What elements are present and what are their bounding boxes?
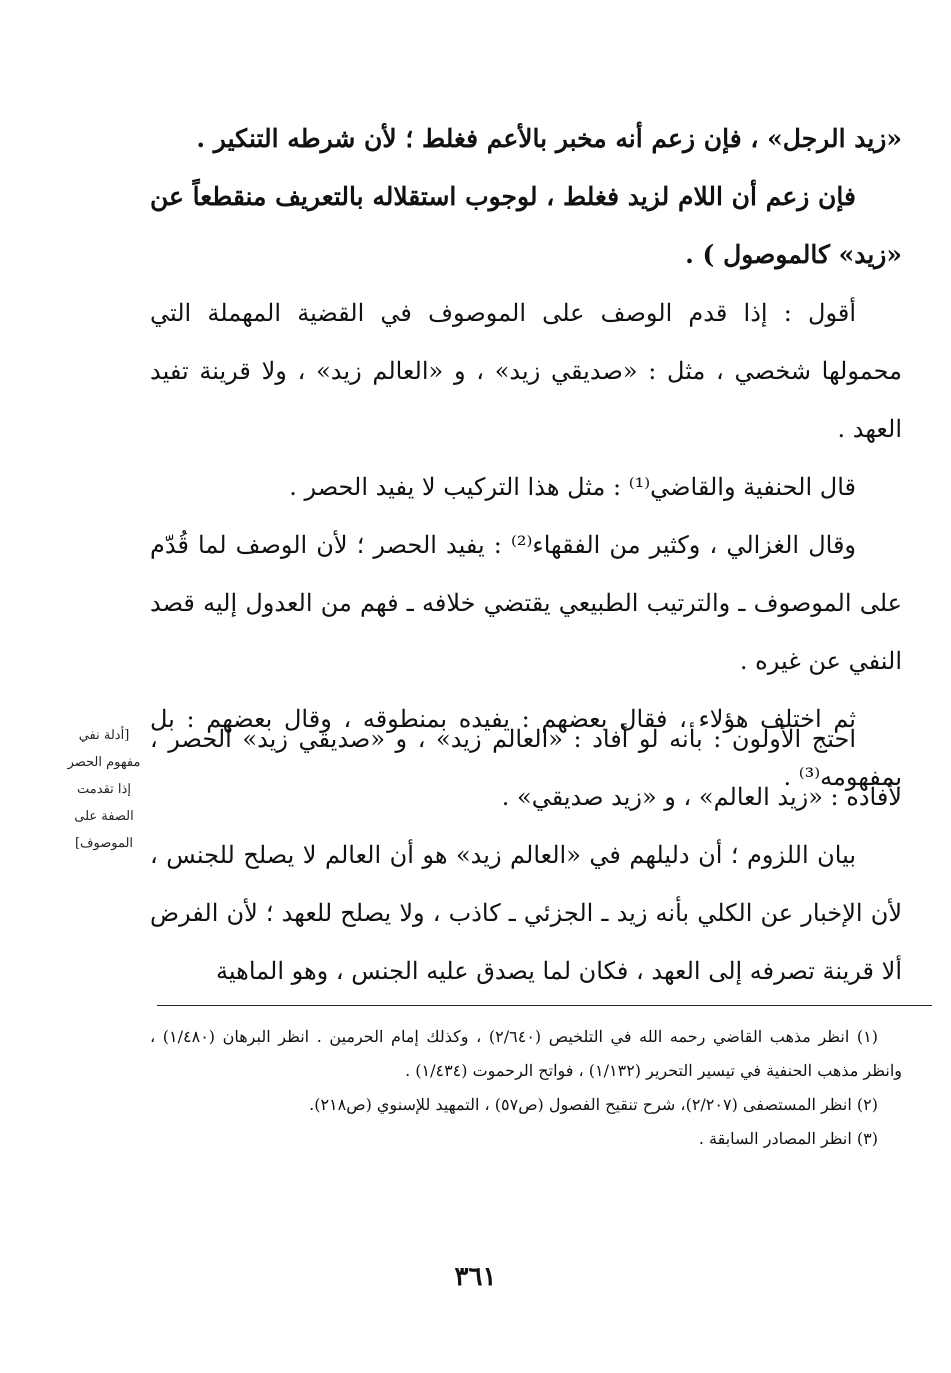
footnotes <box>150 1020 902 1156</box>
margin-note-line: الموصوف] <box>74 836 134 851</box>
margin-note-line: مفهوم الحصر <box>67 755 141 770</box>
paragraph-7: احتج الأولون : بأنه لو أفاد : «العالم زيد» ، و «صديقي زيد» الحصر ، لأفاده : «زيد العالم» ، و «زيد صديقي» . <box>150 725 902 811</box>
footnote-3: (٣) انظر المصادر السابقة . <box>698 1129 878 1148</box>
footnote-divider <box>157 1005 932 1006</box>
paragraph-6: ثم اختلف هؤلاء ، فقال بعضهم : يفيده بمنطوقه ، وقال بعضهم : بل بمفهومه⁽³⁾ . <box>150 705 902 791</box>
paragraph-4: قال الحنفية والقاضي⁽¹⁾ : مثل هذا التركيب لا يفيد الحصر . <box>289 473 856 501</box>
main-text-block-2 <box>150 710 902 1000</box>
margin-note-line: إذا تقدمت <box>77 782 131 797</box>
paragraph-5: وقال الغزالي ، وكثير من الفقهاء⁽²⁾ : يفيد الحصر ؛ لأن الوصف لما قُدّم على الموصوف ـ والترتيب الطبيعي يقتضي خلافه ـ فهم من العدول إليه قصد النفي عن غيره . <box>150 531 902 675</box>
margin-note-line: الصفة على <box>74 809 134 824</box>
paragraph-1: «زيد الرجل» ، فإن زعم أنه مخبر بالأعم فغلط ؛ لأن شرطه التنكير . <box>196 124 902 153</box>
footnote-1: (١) انظر مذهب القاضي رحمه الله في التلخيص (٢/٦٤٠) ، وكذلك إمام الحرمين . انظر البرهان (١/٤٨٠) ، وانظر مذهب الحنفية في تيسير التحرير (١/١٣٢) ، فواتح الرحموت (١/٤٣٤) . <box>150 1027 902 1080</box>
paragraph-2: فإن زعم أن اللام لزيد فغلط ، لوجوب استقلاله بالتعريف منقطعاً عن «زيد» كالموصول ) . <box>150 182 902 269</box>
paragraph-3: أقول : إذا قدم الوصف على الموصوف في القضية المهملة التي محمولها شخصي ، مثل : «صديقي زيد» ، و «العالم زيد» ، ولا قرينة تفيد العهد . <box>150 299 902 443</box>
margin-note-line: [أدلة نفي <box>78 728 130 743</box>
paragraph-8: بيان اللزوم ؛ أن دليلهم في «العالم زيد» هو أن العالم لا يصلح للجنس ، لأن الإخبار عن الكلي بأنه زيد ـ الجزئي ـ كاذب ، ولا يصلح للعهد ؛ لأن الفرض ألا قرينة تصرفه إلى العهد ، فكان لما يصدق عليه الجنس ، وهو الماهية <box>150 841 902 985</box>
page-number: ٣٦١ <box>454 1262 497 1292</box>
footnote-2: (٢) انظر المستصفى (٢/٢٠٧)، شرح تنقيح الفصول (ص٥٧) ، التمهيد للإسنوي (ص٢١٨). <box>309 1095 878 1114</box>
main-text-block-1 <box>150 110 902 806</box>
margin-note <box>55 722 153 857</box>
